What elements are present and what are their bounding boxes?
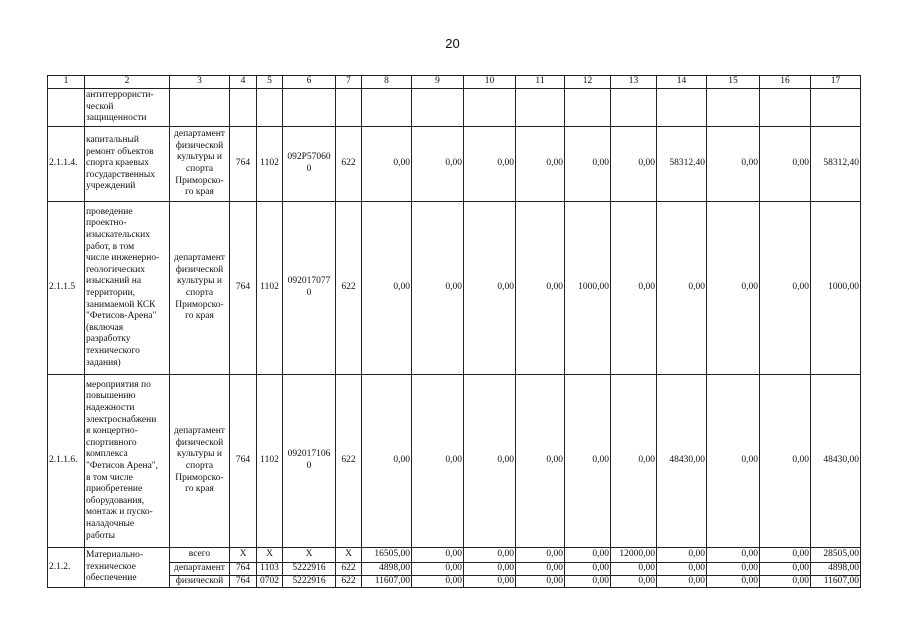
header-cell: 5 — [257, 76, 283, 89]
table-row — [48, 375, 861, 548]
value-cell: 0,00 — [516, 563, 565, 576]
value-cell: 0,00 — [760, 575, 811, 588]
value-cell — [516, 89, 565, 127]
value-cell: 0,00 — [464, 202, 516, 375]
value-cell: Х — [257, 548, 283, 563]
row-number-cell: 2.1.1.5 — [48, 202, 85, 375]
row-number-cell: 2.1.1.4. — [48, 127, 85, 202]
table-header — [48, 76, 861, 89]
value-cell: 0,00 — [760, 202, 811, 375]
value-cell: 0,00 — [464, 548, 516, 563]
executor-cell: всего — [170, 548, 230, 563]
value-cell: 0,00 — [657, 563, 707, 576]
executor-cell: департамент физической культуры и спорта Приморско- го края — [170, 127, 230, 202]
value-cell: 11607,00 — [362, 575, 412, 588]
header-cell: 11 — [516, 76, 565, 89]
header-cell: 1 — [48, 76, 85, 89]
row-number-cell: 2.1.2. — [48, 548, 85, 588]
value-cell: 12000,00 — [611, 548, 657, 563]
value-cell: 0,00 — [707, 202, 760, 375]
header-cell: 3 — [170, 76, 230, 89]
header-cell: 7 — [336, 76, 362, 89]
value-cell: 0,00 — [412, 563, 464, 576]
value-cell: 0,00 — [657, 575, 707, 588]
value-cell: Х — [283, 548, 336, 563]
value-cell: Х — [230, 548, 257, 563]
value-cell — [362, 89, 412, 127]
value-cell: 0,00 — [611, 575, 657, 588]
value-cell: 622 — [336, 375, 362, 548]
value-cell: 0,00 — [565, 563, 611, 576]
value-cell: 0702 — [257, 575, 283, 588]
value-cell: 16505,00 — [362, 548, 412, 563]
value-cell: 1000,00 — [565, 202, 611, 375]
header-cell: 10 — [464, 76, 516, 89]
table-row — [48, 548, 861, 563]
value-cell: 1103 — [257, 563, 283, 576]
value-cell — [611, 89, 657, 127]
value-cell: 0,00 — [611, 563, 657, 576]
value-cell: 0,00 — [464, 375, 516, 548]
value-cell: Х — [336, 548, 362, 563]
value-cell — [283, 89, 336, 127]
value-cell: 0,00 — [516, 548, 565, 563]
value-cell: 0,00 — [516, 127, 565, 202]
row-number-cell: 2.1.1.6. — [48, 375, 85, 548]
value-cell: 58312,40 — [657, 127, 707, 202]
budget-table — [47, 75, 861, 588]
value-cell: 0,00 — [362, 375, 412, 548]
value-cell: 092017106 0 — [283, 375, 336, 548]
value-cell — [230, 89, 257, 127]
header-cell: 15 — [707, 76, 760, 89]
value-cell: 0,00 — [516, 575, 565, 588]
value-cell — [565, 89, 611, 127]
header-cell: 17 — [811, 76, 861, 89]
table-row — [48, 202, 861, 375]
value-cell: 0,00 — [657, 548, 707, 563]
page-number: 20 — [445, 36, 460, 51]
header-cell: 14 — [657, 76, 707, 89]
value-cell: 764 — [230, 563, 257, 576]
value-cell — [257, 89, 283, 127]
header-cell: 8 — [362, 76, 412, 89]
value-cell: 0,00 — [611, 202, 657, 375]
value-cell: 0,00 — [464, 575, 516, 588]
value-cell: 0,00 — [565, 575, 611, 588]
header-cell: 16 — [760, 76, 811, 89]
value-cell: 0,00 — [412, 375, 464, 548]
value-cell: 0,00 — [707, 127, 760, 202]
value-cell: 1102 — [257, 375, 283, 548]
value-cell: 1102 — [257, 127, 283, 202]
table-row — [48, 575, 861, 588]
value-cell: 0,00 — [760, 127, 811, 202]
value-cell: 0,00 — [707, 575, 760, 588]
value-cell — [811, 89, 861, 127]
value-cell: 622 — [336, 575, 362, 588]
value-cell: 0,00 — [362, 202, 412, 375]
item-name-cell: мероприятия по повышению надежности электроснабжени я концертно- спортивного комплекса "Фетисов Арена", в том числе приобретение оборудования, монтаж и пуско- наладочные работы — [85, 375, 170, 548]
value-cell: 0,00 — [516, 375, 565, 548]
value-cell: 48430,00 — [811, 375, 861, 548]
value-cell — [760, 89, 811, 127]
executor-cell: департамент — [170, 563, 230, 576]
executor-cell: департамент физической культуры и спорта Приморско- го края — [170, 375, 230, 548]
value-cell: 764 — [230, 202, 257, 375]
value-cell: 0,00 — [362, 127, 412, 202]
value-cell: 0,00 — [464, 127, 516, 202]
value-cell — [657, 89, 707, 127]
value-cell: 622 — [336, 202, 362, 375]
value-cell: 0,00 — [707, 563, 760, 576]
value-cell: 0,00 — [516, 202, 565, 375]
value-cell: 0,00 — [707, 548, 760, 563]
value-cell: 4898,00 — [362, 563, 412, 576]
value-cell: 764 — [230, 375, 257, 548]
header-cell: 2 — [85, 76, 170, 89]
value-cell: 0,00 — [611, 127, 657, 202]
value-cell: 092Р57060 0 — [283, 127, 336, 202]
value-cell: 0,00 — [760, 548, 811, 563]
value-cell — [336, 89, 362, 127]
table-row — [48, 563, 861, 576]
value-cell: 0,00 — [412, 548, 464, 563]
value-cell: 0,00 — [760, 375, 811, 548]
item-name-cell: Материально- техническое обеспечение — [85, 548, 170, 588]
value-cell: 48430,00 — [657, 375, 707, 548]
value-cell: 0,00 — [760, 563, 811, 576]
value-cell: 0,00 — [657, 202, 707, 375]
item-name-cell: проведение проектно- изыскательских работ, в том числе инженерно- геологических изысканий на территории, занимаемой КСК "Фетисов-Арена" (включая разработку технического задания) — [85, 202, 170, 375]
value-cell: 5222916 — [283, 575, 336, 588]
value-cell: 0,00 — [412, 127, 464, 202]
value-cell: 1102 — [257, 202, 283, 375]
value-cell: 11607,00 — [811, 575, 861, 588]
value-cell: 28505,00 — [811, 548, 861, 563]
value-cell: 0,00 — [464, 563, 516, 576]
value-cell: 0,00 — [565, 127, 611, 202]
value-cell: 0,00 — [565, 548, 611, 563]
value-cell: 764 — [230, 127, 257, 202]
value-cell: 5222916 — [283, 563, 336, 576]
value-cell — [412, 89, 464, 127]
value-cell: 764 — [230, 575, 257, 588]
executor-cell: департамент физической культуры и спорта Приморско- го края — [170, 202, 230, 375]
value-cell — [464, 89, 516, 127]
value-cell: 0,00 — [707, 375, 760, 548]
value-cell: 622 — [336, 563, 362, 576]
header-cell: 9 — [412, 76, 464, 89]
row-number-cell — [48, 89, 85, 127]
header-cell: 4 — [230, 76, 257, 89]
value-cell: 0,00 — [611, 375, 657, 548]
value-cell: 0,00 — [412, 202, 464, 375]
value-cell: 1000,00 — [811, 202, 861, 375]
header-cell: 6 — [283, 76, 336, 89]
value-cell: 092017077 0 — [283, 202, 336, 375]
value-cell: 622 — [336, 127, 362, 202]
item-name-cell: антитеррористи- ческой защищенности — [85, 89, 170, 127]
executor-cell: физической — [170, 575, 230, 588]
value-cell: 4898,00 — [811, 563, 861, 576]
header-cell: 13 — [611, 76, 657, 89]
item-name-cell: капитальный ремонт объектов спорта краевых государственных учреждений — [85, 127, 170, 202]
value-cell — [707, 89, 760, 127]
executor-cell — [170, 89, 230, 127]
table-row — [48, 89, 861, 127]
value-cell: 58312,40 — [811, 127, 861, 202]
value-cell: 0,00 — [412, 575, 464, 588]
header-cell: 12 — [565, 76, 611, 89]
table-row — [48, 127, 861, 202]
value-cell: 0,00 — [565, 375, 611, 548]
